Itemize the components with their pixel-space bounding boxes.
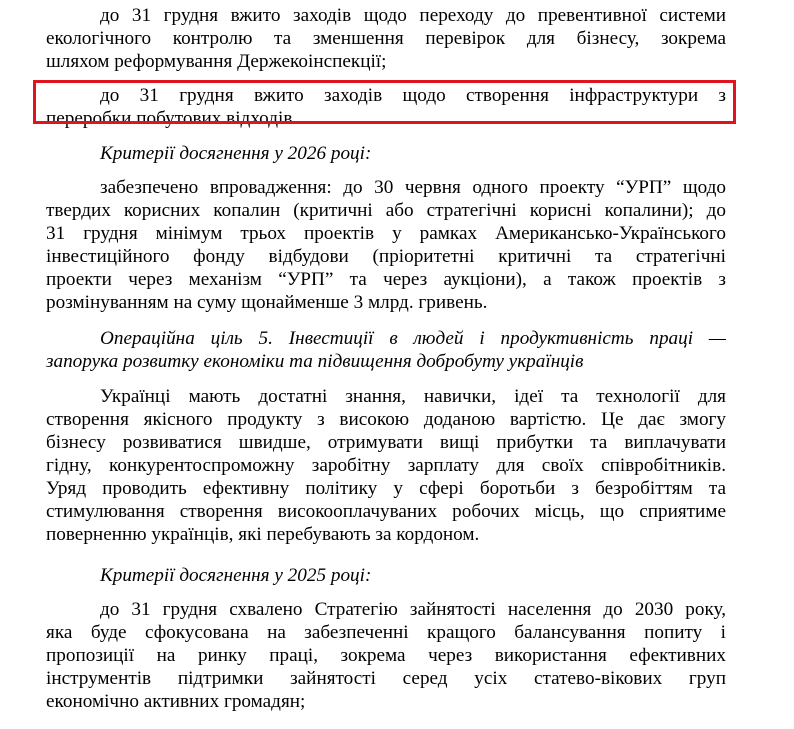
text-line: стимулювання створення високооплачуваних робочих місць, що сприятиме [46, 501, 726, 522]
text-line: розмінуванням на суму щонайменше 3 млрд. гривень. [46, 292, 488, 313]
text-line: Критерії досягнення у 2026 році: [100, 143, 372, 164]
text-line: до 31 грудня схвалено Стратегію зайнятості населення до 2030 року, [100, 599, 726, 620]
text-line: до 31 грудня вжито заходів щодо переходу до превентивної системи [100, 5, 726, 26]
text-line: інвестиційного фонду відбудови (пріоритетні критичні та стратегічні [46, 246, 726, 267]
text-line: екологічного контролю та зменшення перевірок для бізнесу, зокрема [46, 28, 726, 49]
paragraph-employment-strategy [46, 598, 726, 713]
text-line: Уряд проводить ефективну політику у сфері боротьби з безробіттям та [46, 478, 726, 499]
heading-criteria-2025 [46, 564, 726, 587]
text-line: Критерії досягнення у 2025 році: [100, 565, 372, 586]
text-line: пропозиції на ринку праці, зокрема через використання ефективних [46, 645, 726, 666]
text-line: твердих корисних копалин (критичні або стратегічні корисні копалини); до [46, 200, 726, 221]
heading-criteria-2026 [46, 142, 726, 165]
text-line: Операційна ціль 5. Інвестиції в людей і продуктивність праці — [100, 328, 726, 349]
paragraph-ecological-control [46, 4, 726, 73]
text-line: запорука розвитку економіки та підвищення добробуту українців [46, 351, 584, 372]
text-line: створення якісного продукту з високою доданою вартістю. Це дає змогу [46, 409, 726, 430]
paragraph-ukrainians-knowledge [46, 385, 726, 546]
paragraph-urp-projects [46, 176, 726, 314]
text-line: переробки побутових відходів. [46, 108, 298, 129]
text-line: інструментів підтримки зайнятості серед усіх статево-вікових груп [46, 668, 726, 689]
text-line: забезпечено впровадження: до 30 червня одного проекту “УРП” щодо [100, 177, 726, 198]
text-line: гідну, конкурентоспроможну заробітну зарплату для своїх співробітників. [46, 455, 726, 476]
text-line: 31 грудня мінімум трьох проектів у рамках Американсько-Українського [46, 223, 726, 244]
text-line: бізнесу розвиватися швидше, отримувати вищі прибутки та виплачувати [46, 432, 726, 453]
text-line: до 31 грудня вжито заходів щодо створення інфраструктури з [100, 85, 726, 106]
text-line: шляхом реформування Держекоінспекції; [46, 51, 387, 72]
text-line: економічно активних громадян; [46, 691, 306, 712]
text-line: Українці мають достатні знання, навички, ідеї та технології для [100, 386, 726, 407]
paragraph-waste-infrastructure [46, 84, 726, 130]
text-line: поверненню українців, які перебувають за кордоном. [46, 524, 480, 545]
heading-operational-goal-5 [46, 327, 726, 373]
text-line: яка буде сфокусована на забезпеченні кращого балансування попиту і [46, 622, 726, 643]
text-line: проекти через механізм “УРП” та через аукціони), а також проектів з [46, 269, 726, 290]
